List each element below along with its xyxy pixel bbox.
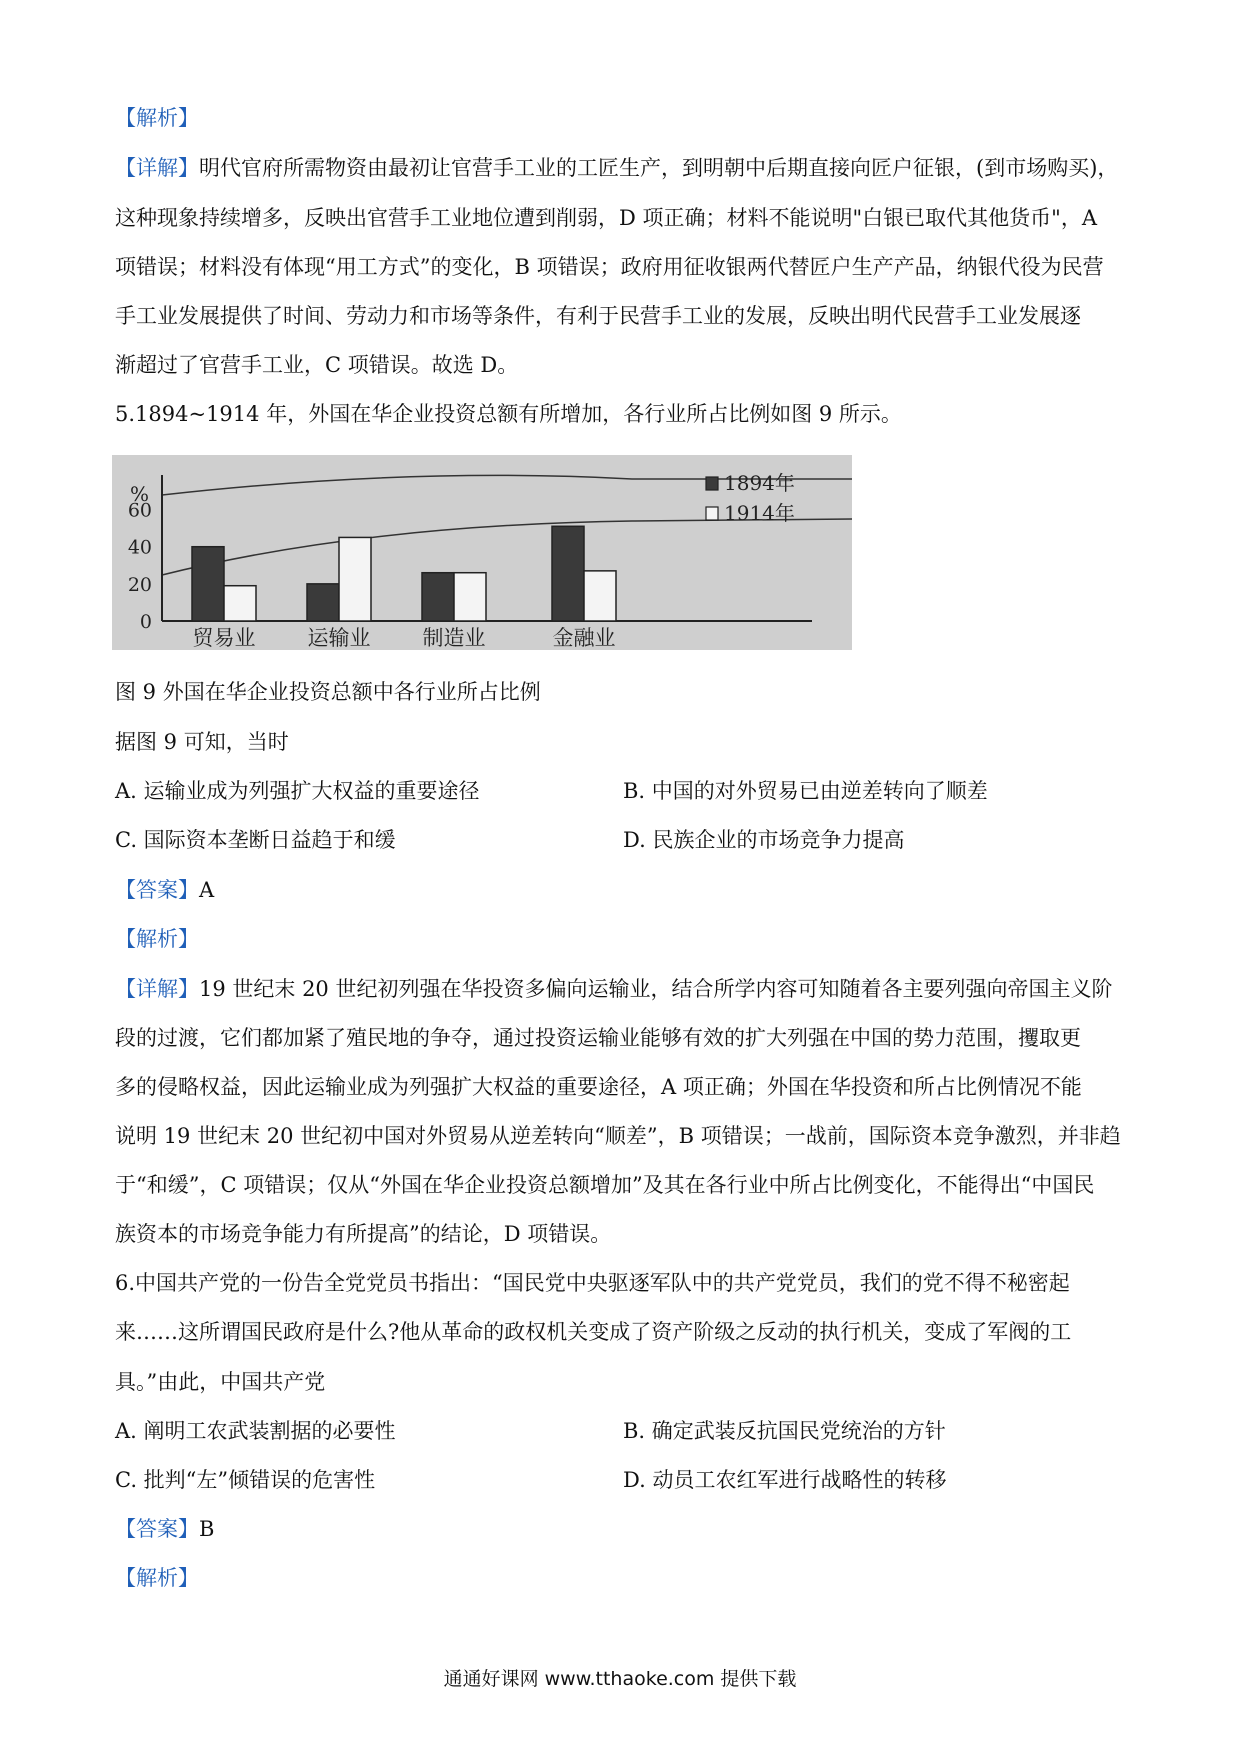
- x-tick-label: 金融业: [552, 626, 616, 650]
- q4-detail-line: 项错误；材料没有体现“用工方式”的变化，B 项错误；政府用征收银两代替匠户生产产品，纳银代役为民营: [115, 255, 1104, 279]
- bar-1894: [552, 526, 584, 621]
- q5-option-a: A. 运输业成为列强扩大权益的重要途径: [115, 779, 480, 803]
- q6-option-c: C. 批判“左”倾错误的危害性: [115, 1468, 376, 1492]
- y-tick-label: 20: [127, 573, 152, 596]
- q4-detail-line: 手工业发展提供了时间、劳动力和市场等条件，有利于民营手工业的发展，反映出明代民营手工业发展逐: [115, 304, 1081, 328]
- bar-1914: [339, 537, 371, 621]
- x-tick-label: 贸易业: [192, 626, 256, 650]
- q5-option-c: C. 国际资本垄断日益趋于和缓: [115, 828, 396, 852]
- y-tick-label: 0: [139, 611, 152, 633]
- q5-detail-line: 族资本的市场竞争能力有所提高”的结论，D 项错误。: [115, 1222, 612, 1246]
- bar-1894: [422, 573, 454, 621]
- q4-analysis-tag: 【解析】: [115, 106, 199, 130]
- q5-detail-line: 【详解】19 世纪末 20 世纪初列强在华投资多偏向运输业，结合所学内容可知随着各主要列强向帝国主义阶: [115, 977, 1113, 1001]
- q4-detail-line: 渐超过了官营手工业，C 项错误。故选 D。: [115, 353, 519, 377]
- q4-detail-line: 这种现象持续增多，反映出官营手工业地位遭到削弱，D 项正确；材料不能说明"白银已取代其他货币"，A: [115, 206, 1097, 230]
- q6-answer-tag: 【答案】: [115, 1517, 199, 1541]
- q6-answer: [115, 1514, 1135, 1544]
- q5-detail-line: 多的侵略权益，因此运输业成为列强扩大权益的重要途径，A 项正确；外国在华投资和所占比例情况不能: [115, 1075, 1082, 1099]
- bar-1914: [584, 571, 616, 621]
- q4-detail-line: 【详解】明代官府所需物资由最初让官营手工业的工匠生产，到明朝中后期直接向匠户征银，(到市场购买)，: [115, 156, 1119, 180]
- q5-detail-line: 说明 19 世纪末 20 世纪初中国对外贸易从逆差转向“顺差”，B 项错误；一战前，国际资本竞争激烈，并非趋: [115, 1124, 1121, 1148]
- legend-swatch: [706, 477, 718, 490]
- q6-stem-line: 6.中国共产党的一份告全党党员书指出：“国民党中央驱逐军队中的共产党党员，我们的党不得不秘密起: [115, 1271, 1070, 1295]
- y-tick-label: 60: [127, 499, 152, 522]
- bar-chart: [112, 455, 852, 650]
- legend-label: 1894年: [724, 471, 795, 495]
- q6-option-a: A. 阐明工农武装割据的必要性: [115, 1419, 396, 1443]
- q6-answer-value: B: [199, 1517, 215, 1541]
- q6-stem-line: 来……这所谓国民政府是什么?他从革命的政权机关变成了资产阶级之反动的执行机关，变成了军阀的工: [115, 1320, 1072, 1344]
- q5-option-b: B. 中国的对外贸易已由逆差转向了顺差: [623, 779, 988, 803]
- q5-question: 据图 9 可知，当时: [115, 730, 289, 754]
- q5-answer: [115, 875, 1135, 905]
- figure-9-chart: [112, 455, 852, 650]
- q5-stem: 5.1894~1914 年，外国在华企业投资总额有所增加，各行业所占比例如图 9 所示。: [115, 402, 902, 426]
- legend-label: 1914年: [724, 501, 795, 525]
- y-tick-label: 40: [127, 536, 152, 559]
- q5-answer-value: A: [199, 878, 215, 902]
- q5-detail-tag: 【详解】: [115, 977, 199, 1001]
- q5-detail-line: 段的过渡，它们都加紧了殖民地的争夺，通过投资运输业能够有效的扩大列强在中国的势力范围，攫取更: [115, 1026, 1081, 1050]
- q6-option-b: B. 确定武装反抗国民党统治的方针: [623, 1419, 946, 1443]
- q5-analysis-tag: 【解析】: [115, 927, 199, 951]
- q6-analysis-tag: 【解析】: [115, 1566, 199, 1590]
- footer-watermark: 通通好课网 www.tthaoke.com 提供下载: [443, 1668, 797, 1690]
- bar-1914: [454, 573, 486, 621]
- chart-curve-line: [162, 519, 852, 575]
- q4-detail-tag: 【详解】: [115, 156, 199, 180]
- bar-1894: [307, 584, 339, 621]
- figure-caption: 图 9 外国在华企业投资总额中各行业所占比例: [115, 680, 541, 704]
- bar-1914: [224, 586, 256, 621]
- legend-swatch: [706, 507, 718, 520]
- q5-option-d: D. 民族企业的市场竞争力提高: [623, 828, 905, 852]
- q5-answer-tag: 【答案】: [115, 878, 199, 902]
- q6-option-d: D. 动员工农红军进行战略性的转移: [623, 1468, 947, 1492]
- x-tick-label: 运输业: [307, 626, 371, 650]
- bar-1894: [192, 547, 224, 621]
- q6-stem-line: 具。”由此，中国共产党: [115, 1370, 326, 1394]
- y-axis-unit: %: [130, 482, 150, 506]
- x-tick-label: 制造业: [422, 626, 486, 650]
- q5-detail-line: 于“和缓”，C 项错误；仅从“外国在华企业投资总额增加”及其在各行业中所占比例变化，不能得出“中国民: [115, 1173, 1095, 1197]
